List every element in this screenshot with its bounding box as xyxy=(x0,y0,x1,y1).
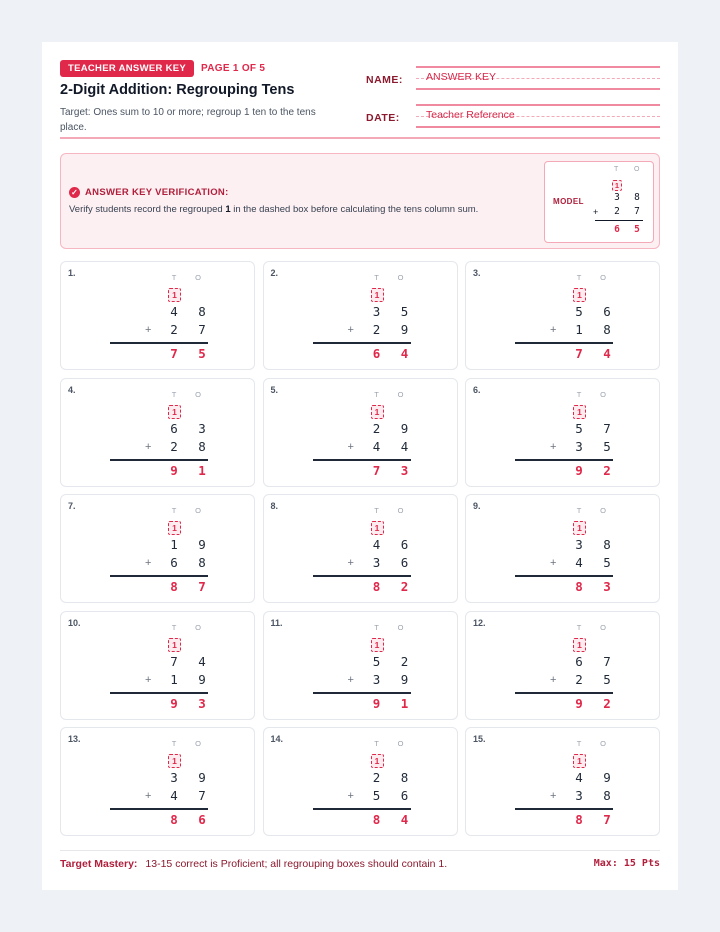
problem-card xyxy=(60,261,255,370)
plus-sign: + xyxy=(550,790,557,802)
ones-column-label: O xyxy=(600,506,606,515)
regroup-box[interactable]: 1 xyxy=(371,405,384,419)
footer-divider xyxy=(60,850,660,851)
top-tens-digit: 6 xyxy=(170,420,178,436)
top-ones-digit: 8 xyxy=(603,537,611,552)
name-label: NAME: xyxy=(366,74,403,86)
date-label: DATE: xyxy=(366,112,400,124)
tens-column-label: T xyxy=(171,506,177,515)
regroup-box[interactable]: 1 xyxy=(371,754,384,768)
bottom-tens-digit: 1 xyxy=(575,322,583,337)
top-tens-digit: 5 xyxy=(575,420,583,436)
top-ones-digit: 9 xyxy=(603,770,611,785)
problem-number: 10. xyxy=(68,617,81,628)
ones-column-label: O xyxy=(195,273,201,282)
bottom-ones-digit: 5 xyxy=(603,555,611,570)
top-tens-digit: 7 xyxy=(170,653,178,669)
bottom-tens-digit: 3 xyxy=(575,788,583,803)
tens-column-label: T xyxy=(576,739,582,748)
top-tens-digit: 3 xyxy=(575,537,583,552)
bottom-tens-digit: 2 xyxy=(170,322,178,337)
sum-line xyxy=(110,808,208,810)
tens-column-label: T xyxy=(374,273,379,282)
top-tens-digit: 4 xyxy=(170,304,178,319)
regroup-box[interactable]: 1 xyxy=(371,521,384,535)
bottom-tens-digit: 3 xyxy=(372,555,381,570)
tens-column-label: T xyxy=(576,389,582,399)
answer-key-badge: TEACHER ANSWER KEY xyxy=(60,60,194,77)
answer-tens-digit[interactable]: 8 xyxy=(372,579,381,594)
plus-sign: + xyxy=(145,557,152,569)
sum-line xyxy=(313,808,411,810)
tens-column-label: T xyxy=(374,622,379,632)
answer-tens-digit[interactable]: 7 xyxy=(575,346,583,361)
page-number: PAGE 1 OF 5 xyxy=(201,63,266,74)
answer-ones-digit[interactable]: 7 xyxy=(603,812,611,827)
bottom-tens-digit: 4 xyxy=(575,555,583,570)
verification-heading xyxy=(69,187,229,198)
top-ones-digit: 9 xyxy=(198,537,206,552)
ones-column-label: O xyxy=(397,622,404,632)
bottom-ones-digit: 8 xyxy=(603,788,611,803)
tens-column-label: T xyxy=(374,389,379,399)
regroup-box[interactable]: 1 xyxy=(371,288,384,302)
model-answer-ones: 5 xyxy=(634,224,640,235)
bottom-ones-digit: 6 xyxy=(400,788,409,803)
tens-column-label: T xyxy=(576,622,582,632)
problem-card xyxy=(263,378,458,487)
bottom-tens-digit: 2 xyxy=(170,438,178,454)
bottom-ones-digit: 5 xyxy=(603,671,611,687)
ones-column-label: O xyxy=(195,739,201,748)
top-ones-digit: 9 xyxy=(400,420,409,436)
problem-number: 7. xyxy=(68,501,76,511)
ones-column-label: O xyxy=(397,389,404,399)
bottom-ones-digit: 5 xyxy=(603,438,611,454)
answer-ones-digit[interactable]: 1 xyxy=(400,695,409,711)
model-carry-box: 1 xyxy=(612,180,622,191)
ones-column-label: O xyxy=(195,622,201,632)
plus-sign: + xyxy=(145,324,152,336)
answer-tens-digit[interactable]: 7 xyxy=(372,462,381,478)
model-tens-label: T xyxy=(614,166,619,173)
bottom-ones-digit: 9 xyxy=(400,671,409,687)
page-title: 2-Digit Addition: Regrouping Tens xyxy=(60,82,295,98)
plus-sign: + xyxy=(550,440,557,453)
top-tens-digit: 2 xyxy=(372,770,381,785)
sum-line xyxy=(313,459,411,461)
ones-column-label: O xyxy=(397,273,404,282)
top-ones-digit: 8 xyxy=(400,770,409,785)
verification-title: ANSWER KEY VERIFICATION: xyxy=(85,187,229,198)
answer-ones-digit[interactable]: 3 xyxy=(198,695,206,711)
top-ones-digit: 5 xyxy=(400,304,409,319)
worksheet-page xyxy=(42,42,678,890)
bottom-ones-digit: 8 xyxy=(198,555,206,570)
date-value: Teacher Reference xyxy=(426,109,515,121)
sum-line xyxy=(110,459,208,461)
model-sum-line xyxy=(595,220,643,221)
plus-sign: + xyxy=(550,673,557,686)
answer-ones-digit[interactable]: 7 xyxy=(198,579,206,594)
answer-ones-digit[interactable]: 2 xyxy=(603,462,611,478)
problem-card xyxy=(263,611,458,720)
bottom-ones-digit: 9 xyxy=(198,671,206,687)
tens-column-label: T xyxy=(171,389,177,399)
verification-text-before: Verify students record the regrouped xyxy=(69,204,226,215)
tens-column-label: T xyxy=(171,273,177,282)
sum-line xyxy=(515,692,613,694)
problem-number: 12. xyxy=(473,617,486,628)
regroup-box[interactable]: 1 xyxy=(573,405,586,419)
tens-column-label: T xyxy=(576,273,582,282)
answer-ones-digit[interactable]: 1 xyxy=(198,462,206,478)
problem-card xyxy=(465,611,660,720)
name-field-row xyxy=(366,66,660,104)
problem-card xyxy=(263,727,458,836)
check-icon: ✓ xyxy=(69,187,80,198)
mastery-label: Target Mastery: xyxy=(60,858,138,870)
answer-tens-digit[interactable]: 9 xyxy=(575,695,583,711)
bottom-ones-digit: 4 xyxy=(400,438,409,454)
problem-card xyxy=(465,261,660,370)
top-tens-digit: 4 xyxy=(372,537,381,552)
ones-column-label: O xyxy=(397,739,404,748)
top-ones-digit: 7 xyxy=(603,653,611,669)
answer-ones-digit[interactable]: 2 xyxy=(400,579,409,594)
answer-ones-digit[interactable]: 4 xyxy=(603,346,611,361)
problem-card xyxy=(465,494,660,603)
sum-line xyxy=(515,342,613,344)
problem-card xyxy=(60,494,255,603)
bottom-tens-digit: 5 xyxy=(372,788,381,803)
tens-column-label: T xyxy=(171,739,177,748)
ones-column-label: O xyxy=(195,389,201,399)
bottom-ones-digit: 6 xyxy=(400,555,409,570)
sum-line xyxy=(110,692,208,694)
answer-tens-digit[interactable]: 6 xyxy=(372,346,381,361)
model-example xyxy=(544,161,654,243)
student-info xyxy=(366,66,660,142)
answer-ones-digit[interactable]: 5 xyxy=(198,346,206,361)
plus-sign: + xyxy=(550,557,557,569)
regroup-box[interactable]: 1 xyxy=(573,521,586,535)
problem-number: 9. xyxy=(473,501,481,511)
problem-card xyxy=(60,611,255,720)
problem-card xyxy=(60,727,255,836)
top-ones-digit: 6 xyxy=(400,537,409,552)
answer-ones-digit[interactable]: 4 xyxy=(400,346,409,361)
top-ones-digit: 6 xyxy=(603,304,611,319)
answer-ones-digit[interactable]: 3 xyxy=(400,462,409,478)
top-ones-digit: 7 xyxy=(603,420,611,436)
regroup-box[interactable]: 1 xyxy=(168,638,181,652)
badge-row xyxy=(60,60,340,77)
answer-tens-digit[interactable]: 9 xyxy=(170,462,178,478)
top-ones-digit: 4 xyxy=(198,653,206,669)
answer-tens-digit[interactable]: 8 xyxy=(372,812,381,827)
ones-column-label: O xyxy=(195,506,201,515)
bottom-tens-digit: 2 xyxy=(372,322,381,337)
ones-column-label: O xyxy=(397,506,404,515)
ones-column-label: O xyxy=(600,739,606,748)
sum-line xyxy=(515,808,613,810)
answer-ones-digit[interactable]: 4 xyxy=(400,812,409,827)
bottom-tens-digit: 3 xyxy=(372,671,381,687)
bottom-tens-digit: 4 xyxy=(372,438,381,454)
problem-card xyxy=(60,378,255,487)
top-tens-digit: 5 xyxy=(372,653,381,669)
sum-line xyxy=(515,575,613,577)
model-ones-label: O xyxy=(634,166,640,173)
regroup-box[interactable]: 1 xyxy=(168,405,181,419)
answer-tens-digit[interactable]: 9 xyxy=(372,695,381,711)
bottom-ones-digit: 8 xyxy=(603,322,611,337)
footer-mastery xyxy=(60,858,447,870)
ones-column-label: O xyxy=(600,622,606,632)
plus-sign: + xyxy=(145,440,152,453)
top-tens-digit: 2 xyxy=(372,420,381,436)
problem-card xyxy=(465,727,660,836)
sum-line xyxy=(313,692,411,694)
top-ones-digit: 8 xyxy=(198,304,206,319)
top-tens-digit: 6 xyxy=(575,653,583,669)
ones-column-label: O xyxy=(600,273,606,282)
problem-number: 5. xyxy=(270,384,279,395)
verification-text-after: in the dashed box before calculating the tens column sum. xyxy=(230,204,479,215)
answer-tens-digit[interactable]: 8 xyxy=(575,579,583,594)
date-field[interactable] xyxy=(416,104,660,128)
top-tens-digit: 4 xyxy=(575,770,583,785)
problem-number: 13. xyxy=(68,734,81,744)
problem-number: 1. xyxy=(68,268,76,278)
top-ones-digit: 2 xyxy=(400,653,409,669)
verification-panel xyxy=(60,153,660,249)
bottom-tens-digit: 4 xyxy=(170,788,178,803)
plus-sign: + xyxy=(347,790,354,802)
top-tens-digit: 1 xyxy=(170,537,178,552)
model-bottom-ones: 7 xyxy=(634,206,640,217)
plus-sign: + xyxy=(145,673,152,686)
problem-number: 2. xyxy=(270,268,279,278)
problem-number: 6. xyxy=(473,384,481,395)
mastery-text: 13-15 correct is Proficient; all regrouping boxes should contain 1. xyxy=(145,858,448,870)
top-tens-digit: 3 xyxy=(372,304,381,319)
problem-grid xyxy=(60,261,660,836)
regroup-box[interactable]: 1 xyxy=(168,288,181,302)
problem-number: 3. xyxy=(473,268,481,278)
answer-ones-digit[interactable]: 6 xyxy=(198,812,206,827)
problem-number: 11. xyxy=(270,617,283,628)
answer-tens-digit[interactable]: 8 xyxy=(575,812,583,827)
answer-tens-digit[interactable]: 8 xyxy=(170,579,178,594)
sum-line xyxy=(313,342,411,344)
bottom-tens-digit: 1 xyxy=(170,671,178,687)
plus-sign: + xyxy=(347,324,354,336)
answer-tens-digit[interactable]: 8 xyxy=(170,812,178,827)
model-answer-tens: 6 xyxy=(614,224,620,235)
model-top-tens: 3 xyxy=(614,192,620,203)
bottom-tens-digit: 2 xyxy=(575,671,583,687)
sum-line xyxy=(515,459,613,461)
problem-card xyxy=(263,494,458,603)
tens-column-label: T xyxy=(171,622,177,632)
verification-text xyxy=(69,204,478,215)
regroup-box[interactable]: 1 xyxy=(573,638,586,652)
name-value: ANSWER KEY xyxy=(426,71,497,83)
model-top-ones: 8 xyxy=(634,192,640,203)
problem-card xyxy=(465,378,660,487)
sum-line xyxy=(110,575,208,577)
plus-sign: + xyxy=(145,790,152,802)
problem-number: 4. xyxy=(68,384,76,395)
bottom-ones-digit: 9 xyxy=(400,322,409,337)
header-left xyxy=(60,60,340,135)
tens-column-label: T xyxy=(374,739,379,748)
plus-sign: + xyxy=(347,673,354,686)
answer-ones-digit[interactable]: 2 xyxy=(603,695,611,711)
tens-column-label: T xyxy=(374,506,379,515)
regroup-box[interactable]: 1 xyxy=(168,521,181,535)
plus-sign: + xyxy=(347,557,354,569)
problem-card xyxy=(263,261,458,370)
regroup-box[interactable]: 1 xyxy=(573,288,586,302)
tens-column-label: T xyxy=(576,506,582,515)
regroup-box[interactable]: 1 xyxy=(168,754,181,768)
problem-number: 14. xyxy=(270,734,284,744)
bottom-ones-digit: 8 xyxy=(198,438,206,454)
plus-sign: + xyxy=(347,440,354,453)
answer-tens-digit[interactable]: 9 xyxy=(575,462,583,478)
model-bottom-tens: 2 xyxy=(614,206,620,217)
top-tens-digit: 3 xyxy=(170,770,178,785)
regroup-box[interactable]: 1 xyxy=(573,754,586,768)
regroup-box[interactable]: 1 xyxy=(371,638,384,652)
model-plus-sign: + xyxy=(593,207,599,217)
max-points: Max: 15 Pts xyxy=(593,858,660,869)
answer-tens-digit[interactable]: 9 xyxy=(170,695,178,711)
answer-ones-digit[interactable]: 3 xyxy=(603,579,611,594)
ones-column-label: O xyxy=(600,389,606,399)
sum-line xyxy=(110,342,208,344)
top-ones-digit: 9 xyxy=(198,770,206,785)
name-field[interactable] xyxy=(416,66,660,90)
answer-tens-digit[interactable]: 7 xyxy=(170,346,178,361)
header-divider xyxy=(60,137,660,139)
bottom-tens-digit: 3 xyxy=(575,438,583,454)
page-subtitle: Target: Ones sum to 10 or more; regroup 1 ten to the tens place. xyxy=(60,107,316,133)
problem-number: 8. xyxy=(270,501,279,511)
bottom-ones-digit: 7 xyxy=(198,788,206,803)
top-tens-digit: 5 xyxy=(575,304,583,319)
verification-text-bold: 1 xyxy=(225,204,231,215)
problem-number: 15. xyxy=(473,734,486,744)
bottom-tens-digit: 6 xyxy=(170,555,178,570)
sum-line xyxy=(313,575,411,577)
top-ones-digit: 3 xyxy=(198,420,206,436)
model-label: MODEL xyxy=(553,197,584,206)
bottom-ones-digit: 7 xyxy=(198,322,206,337)
plus-sign: + xyxy=(550,324,557,336)
